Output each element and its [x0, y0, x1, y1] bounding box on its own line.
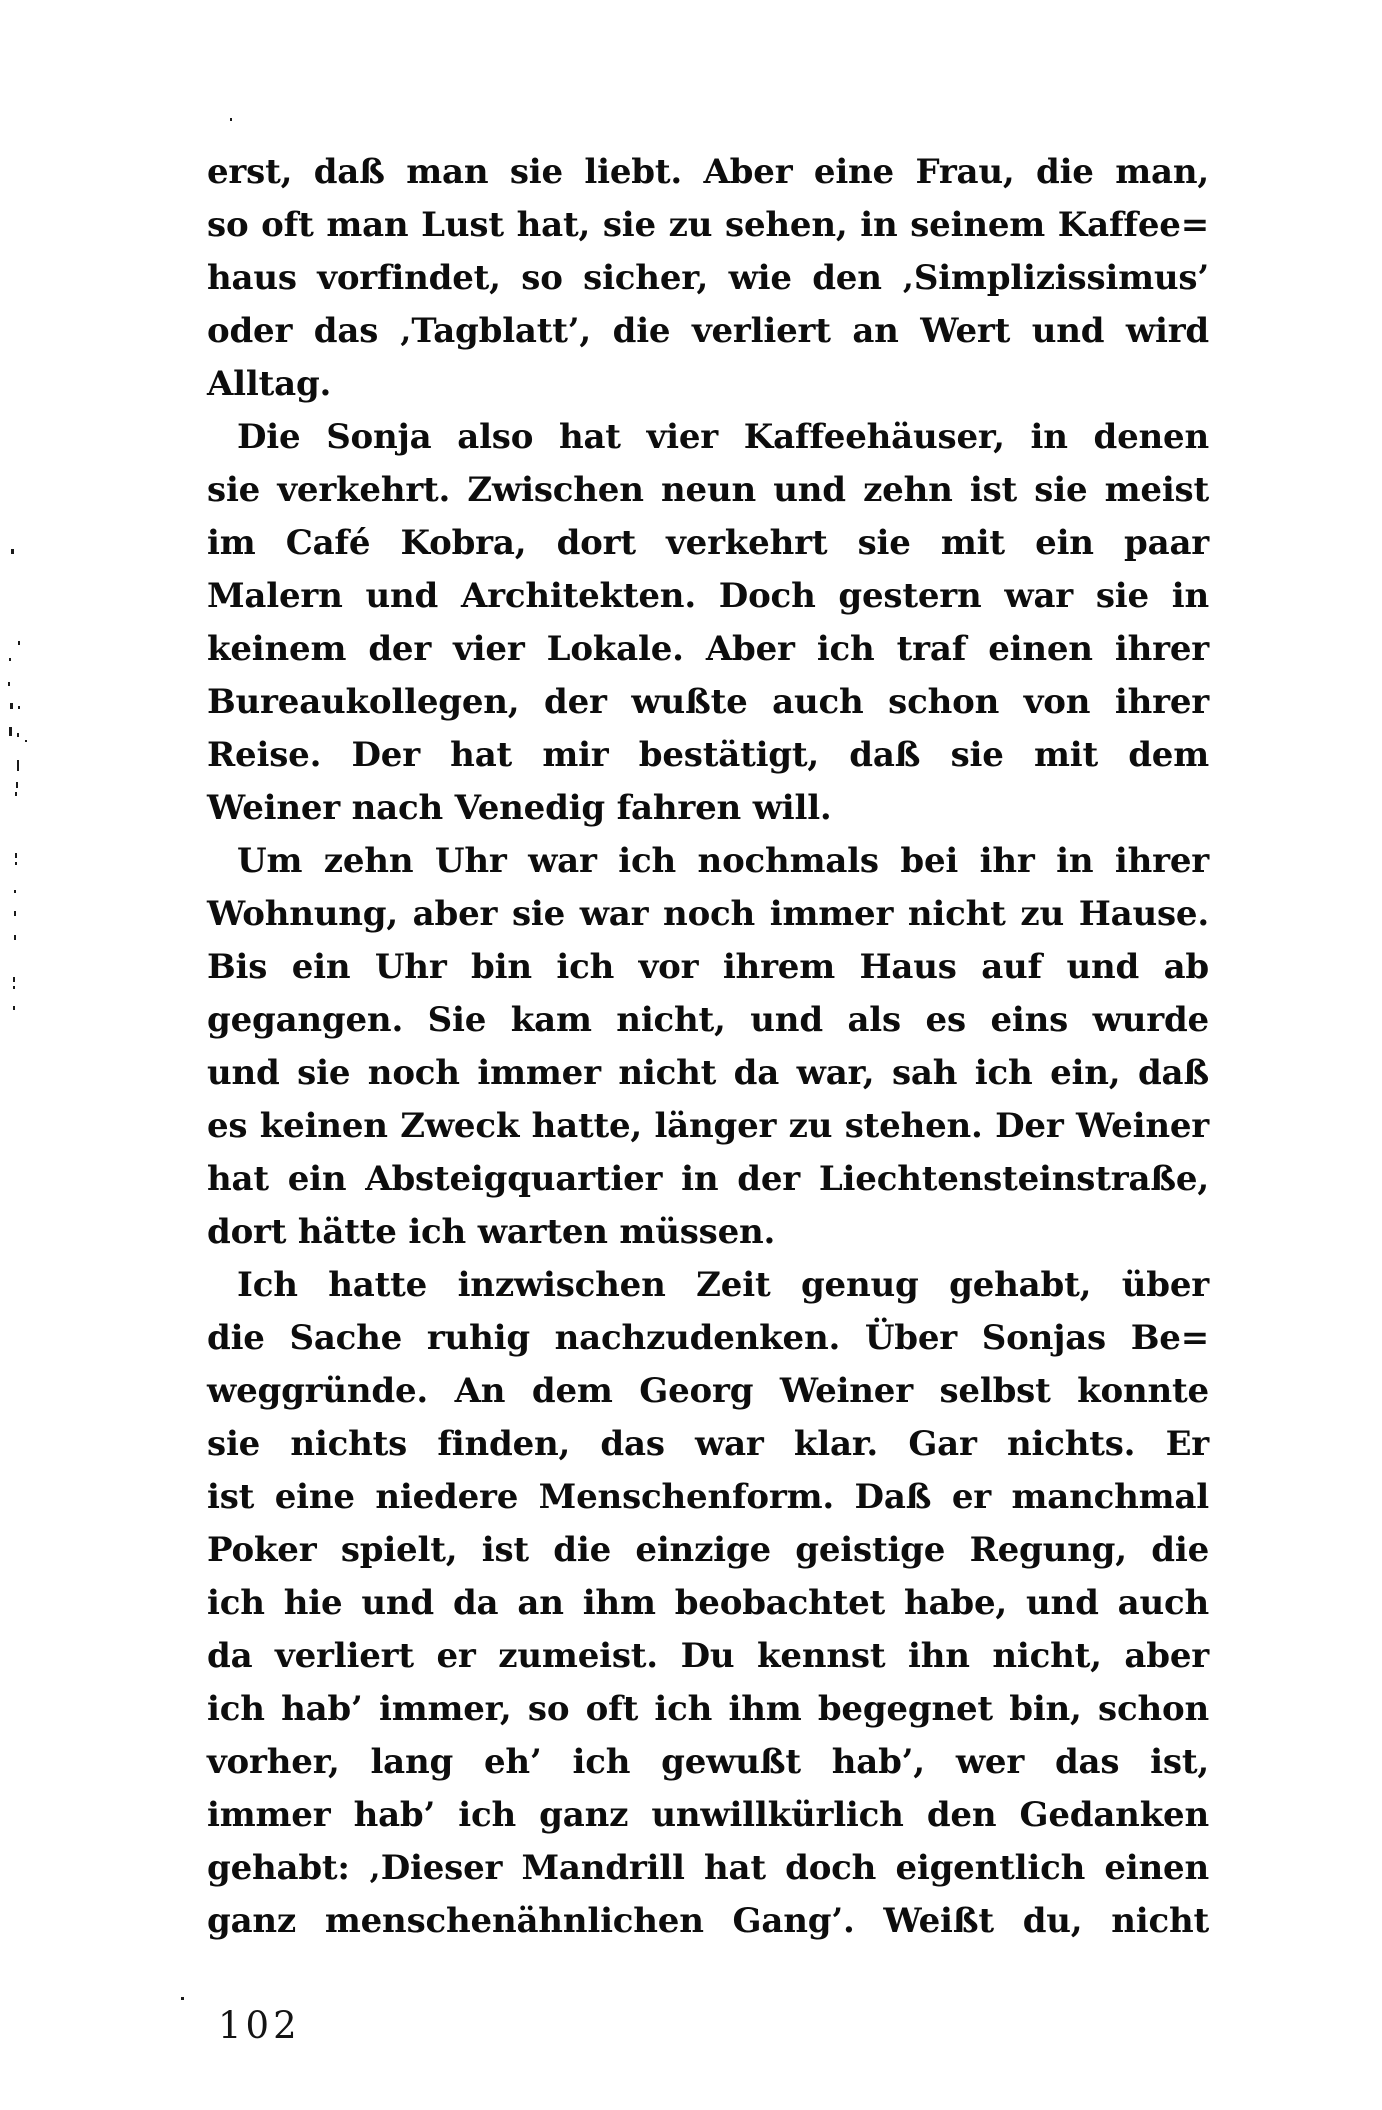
scan-artifact — [25, 740, 27, 742]
scan-artifact — [18, 706, 20, 709]
text-line: sie verkehrt. Zwischen neun und zehn ist sie meist — [207, 470, 1209, 510]
text-line: Alltag. — [207, 364, 332, 404]
text-line: vorher, lang eh’ ich gewußt hab’, wer das ist, — [207, 1742, 1209, 1782]
scan-artifact — [9, 727, 12, 736]
scan-artifact — [15, 862, 17, 865]
text-line: immer hab’ ich ganz unwillkürlich den Gedanken — [207, 1795, 1209, 1835]
text-line: Wohnung, aber sie war noch immer nicht zu Hause. — [207, 894, 1209, 934]
scan-artifact — [17, 760, 19, 771]
scan-artifact — [13, 986, 15, 989]
scan-artifact — [14, 935, 16, 940]
text-line: ich hab’ immer, so oft ich ihm begegnet bin, schon — [207, 1689, 1209, 1729]
text-line: Die Sonja also hat vier Kaffeehäuser, in denen — [237, 417, 1209, 457]
text-line: sie nichts finden, das war klar. Gar nichts. Er — [207, 1424, 1209, 1464]
scan-artifact — [15, 792, 17, 796]
text-line: so oft man Lust hat, sie zu sehen, in seinem Kaffee= — [207, 205, 1209, 245]
text-line: weggründe. An dem Georg Weiner selbst konnte — [207, 1371, 1209, 1411]
scan-artifact — [10, 703, 13, 709]
text-line: hat ein Absteigquartier in der Liechtensteinstraße, — [207, 1159, 1209, 1199]
text-line: Ich hatte inzwischen Zeit genug gehabt, über — [237, 1265, 1209, 1305]
text-line: im Café Kobra, dort verkehrt sie mit ein paar — [207, 523, 1209, 563]
text-line: Weiner nach Venedig fahren will. — [207, 788, 832, 828]
scan-artifact — [11, 549, 14, 554]
text-line: keinem der vier Lokale. Aber ich traf einen ihrer — [207, 629, 1209, 669]
scan-artifact — [13, 1006, 15, 1010]
text-line: haus vorfindet, so sicher, wie den ‚Simplizissimus’ — [207, 258, 1209, 298]
text-line: erst, daß man sie liebt. Aber eine Frau, die man, — [207, 152, 1209, 192]
text-line: Bureaukollegen, der wußte auch schon von ihrer — [207, 682, 1209, 722]
scan-artifact — [14, 911, 16, 916]
text-line: ganz menschenähnlichen Gang’. Weißt du, nicht — [207, 1901, 1209, 1941]
text-line: gehabt: ‚Dieser Mandrill hat doch eigentlich einen — [207, 1848, 1209, 1888]
text-line: dort hätte ich warten müssen. — [207, 1212, 776, 1252]
scan-artifact — [18, 641, 20, 645]
scan-artifact — [9, 658, 11, 661]
text-line: die Sache ruhig nachzudenken. Über Sonjas Be= — [207, 1318, 1209, 1358]
text-line: Poker spielt, ist die einzige geistige Regung, die — [207, 1530, 1209, 1570]
text-line: Reise. Der hat mir bestätigt, daß sie mit dem — [207, 735, 1209, 775]
scan-artifact — [230, 118, 232, 121]
page-number: 102 — [218, 2004, 301, 2047]
text-line: ist eine niedere Menschenform. Daß er manchmal — [207, 1477, 1209, 1517]
text-line: ich hie und da an ihm beobachtet habe, und auch — [207, 1583, 1209, 1623]
scan-artifact — [181, 1997, 184, 2000]
text-line: und sie noch immer nicht da war, sah ich ein, daß — [207, 1053, 1209, 1093]
text-line: Um zehn Uhr war ich nochmals bei ihr in ihrer — [237, 841, 1209, 881]
text-block — [207, 146, 1209, 1948]
text-line: Bis ein Uhr bin ich vor ihrem Haus auf und ab — [207, 947, 1209, 987]
text-line: es keinen Zweck hatte, länger zu stehen. Der Weiner — [207, 1106, 1209, 1146]
scan-artifact — [14, 890, 16, 893]
scan-artifact — [17, 733, 19, 737]
scan-artifact — [13, 977, 15, 982]
scan-artifact — [15, 853, 17, 858]
scan-artifact — [8, 682, 10, 686]
text-line: gegangen. Sie kam nicht, und als es eins wurde — [207, 1000, 1209, 1040]
text-line: oder das ‚Tagblatt’, die verliert an Wert und wird — [207, 311, 1209, 351]
scan-artifact — [16, 782, 18, 788]
text-line: da verliert er zumeist. Du kennst ihn nicht, aber — [207, 1636, 1209, 1676]
text-line: Malern und Architekten. Doch gestern war sie in — [207, 576, 1209, 616]
